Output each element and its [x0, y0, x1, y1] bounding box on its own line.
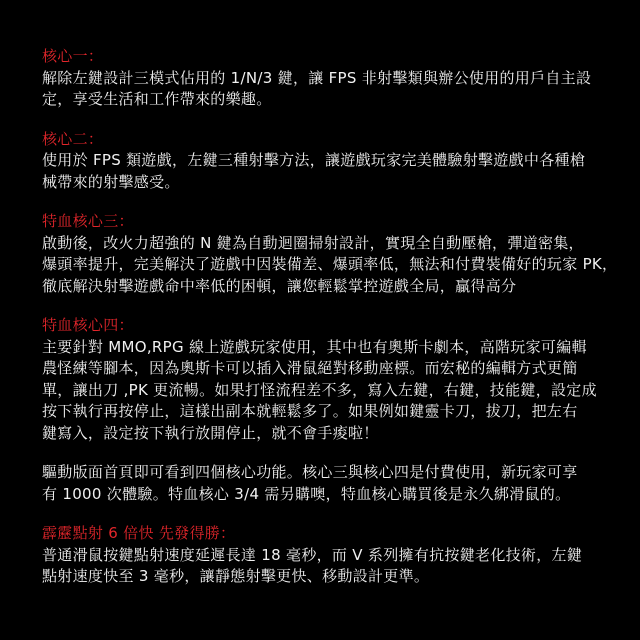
- body-line: 有 1000 次體驗。特血核心 3/4 需另購噢，特血核心購買後是永久綁滑鼠的。: [42, 484, 571, 503]
- body-line: 爆頭率提升，完美解決了遊戲中因裝備差、爆頭率低，無法和付費裝備好的玩家 PK，: [42, 255, 618, 273]
- body-line: 主要針對 MMO,RPG 線上遊戲玩家使用，其中也有奧斯卡劇本，高階玩家可編輯: [42, 337, 587, 356]
- body-line: 鍵寫入，設定按下執行放開停止，就不會手痠啦！: [42, 423, 379, 442]
- body-line: 普通滑鼠按鍵點射速度延遲長達 18 毫秒，而 V 系列擁有抗按鍵老化技術，左鍵: [42, 545, 583, 564]
- body-line: 點射速度快至 3 毫秒，讓靜態射擊更快、移動設計更準。: [42, 567, 430, 585]
- body-line: 徹底解決射擊遊戲命中率低的困頓，讓您輕鬆掌控遊戲全局，贏得高分: [42, 276, 517, 295]
- body-line: 農怪練等腳本，因為奧斯卡可以插入滑鼠絕對移動座標。而宏秘的編輯方式更簡: [42, 359, 578, 377]
- body-line: 械帶來的射擊感受。: [42, 172, 180, 191]
- body-line: 解除左鍵設計三模式佔用的 1/N/3 鍵，讓 FPS 非射擊類與辦公使用的用戶自主設: [42, 68, 592, 87]
- body-line: 使用於 FPS 類遊戲，左鍵三種射擊方法，讓遊戲玩家完美體驗射擊遊戲中各種槍: [42, 151, 586, 169]
- section-heading: 核心一：: [42, 47, 104, 65]
- section-heading: 特血核心四：: [42, 316, 134, 334]
- body-line: 驅動版面首頁即可看到四個核心功能。核心三與核心四是付費使用，新玩家可享: [42, 463, 578, 481]
- burst-fire-section: [42, 523, 620, 588]
- section-heading: 核心二：: [42, 129, 104, 148]
- body-line: 按下執行再按停止，這樣出副本就輕鬆多了。如果例如鍵靈卡刀，拔刀，把左右: [42, 402, 578, 420]
- body-line: 單，讓出刀 ,PK 更流暢。如果打怪流程差不多，寫入左鍵，右鍵，技能鍵，設定成: [42, 380, 597, 399]
- section-heading: 霹靂點射 6 倍快 先發得勝：: [42, 524, 236, 542]
- driver-info-section: [42, 462, 620, 505]
- body-line: 啟動後，改火力超強的 N 鍵為自動迴圈掃射設計，實現全自動壓槍，彈道密集，: [42, 233, 584, 252]
- body-line: 定，享受生活和工作帶來的樂趣。: [42, 90, 272, 108]
- core-two-section: [42, 129, 620, 194]
- core-one-section: [42, 46, 620, 111]
- section-heading: 特血核心三：: [42, 212, 134, 230]
- core-three-section: [42, 211, 620, 297]
- core-four-section: [42, 315, 620, 444]
